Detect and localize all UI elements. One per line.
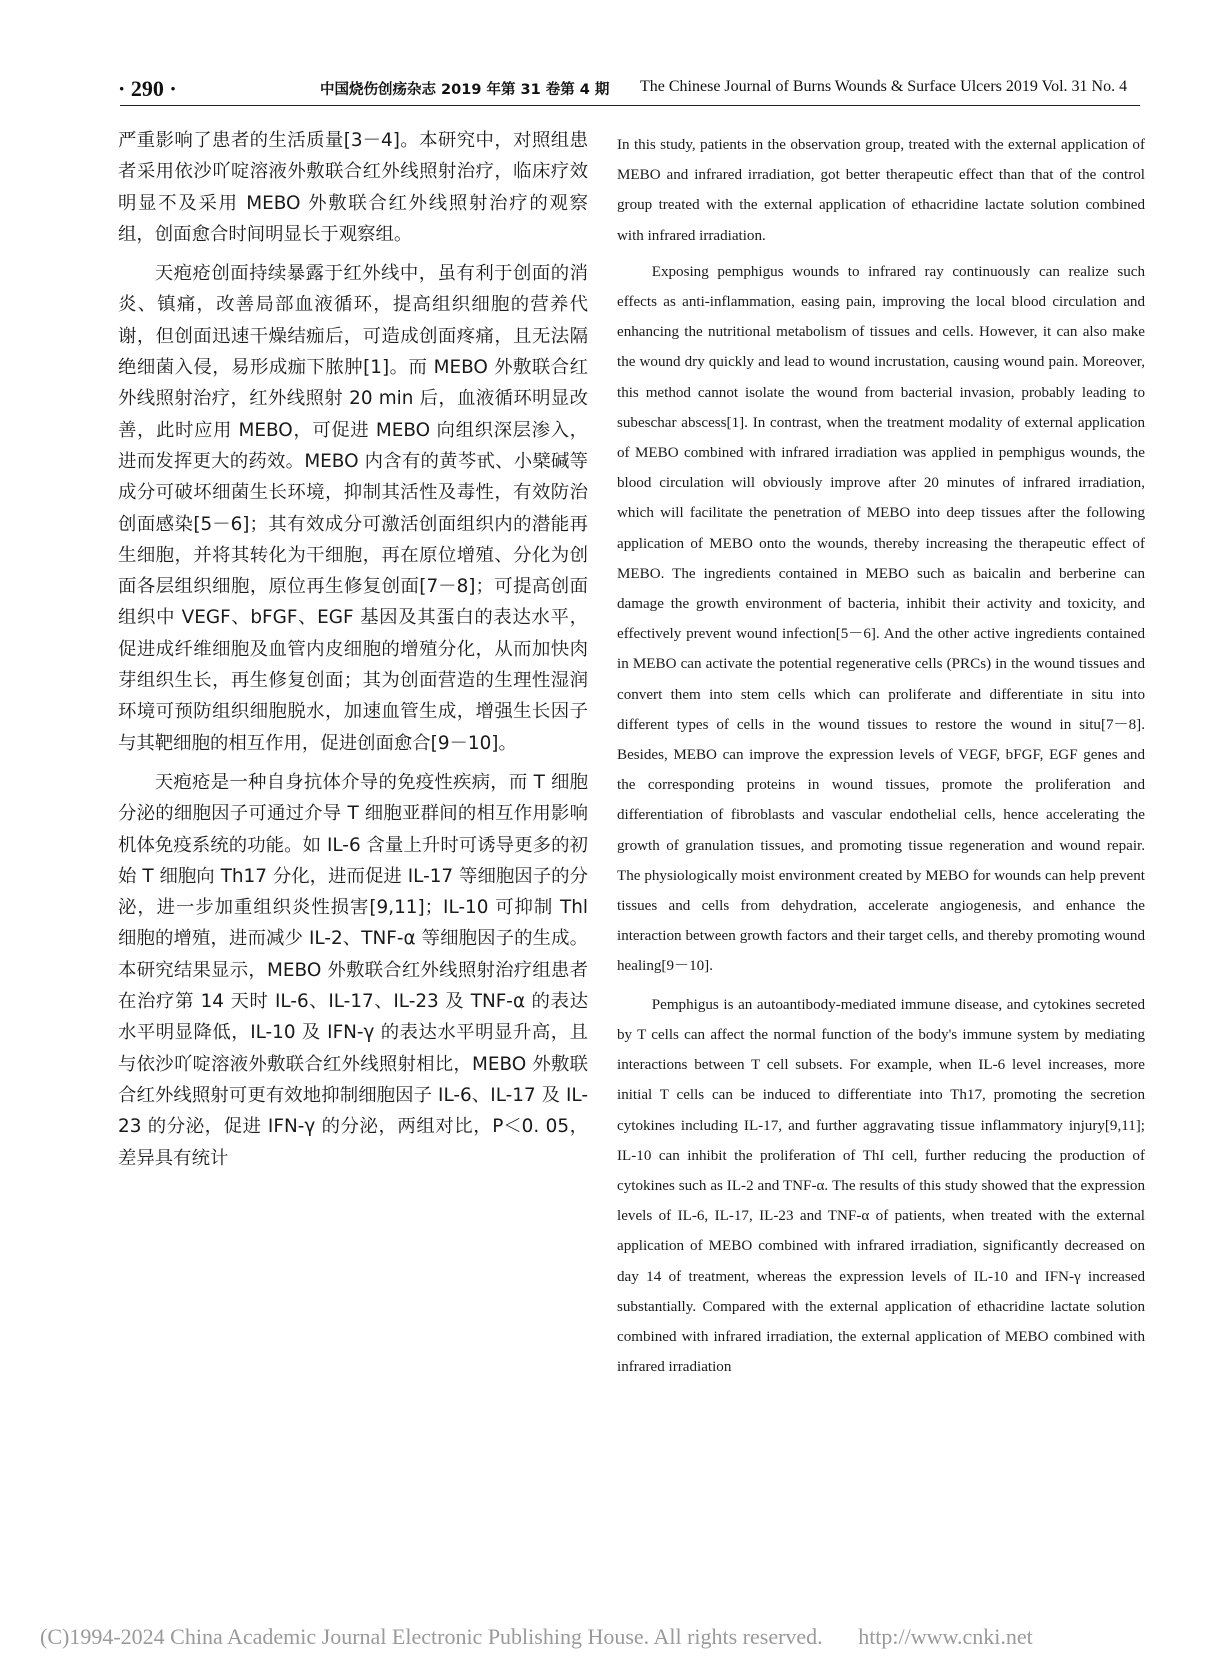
english-column	[617, 130, 1145, 1390]
header-rule	[120, 105, 1140, 106]
copyright-notice: (C)1994-2024 China Academic Journal Electronic Publishing House. All rights reserved.	[40, 1624, 823, 1649]
journal-title-english: The Chinese Journal of Burns Wounds & Surface Ulcers 2019 Vol. 31 No. 4	[640, 78, 1128, 95]
english-paragraph-3: Pemphigus is an autoantibody-mediated immune disease, and cytokines secreted by T cells can affect the normal function of the body's immune system by mediating interactions between T cell subsets. For example, when IL-6 level increases, more initial T cells can be induced to differentiate into Th17, promoting the secretion cytokines including IL-17, and further aggravating tissue inflammatory injury[9,11]; IL-10 can inhibit the proliferation of ThI cell, further reducing the production of cytokines such as IL-2 and TNF-α. The results of this study showed that the expression levels of IL-6, IL-17, IL-23 and TNF-α of patients, when treated with the external application of MEBO combined with infrared irradiation, significantly decreased on day 14 of treatment, whereas the expression levels of IL-10 and IFN-γ increased substantially. Compared with the external application of ethacridine lactate solution combined with infrared irradiation, the external application of MEBO combined with infrared irradiation	[617, 996, 1145, 1376]
page-number: · 290 ·	[118, 76, 177, 101]
chinese-paragraph-3: 天疱疮是一种自身抗体介导的免疫性疾病，而 T 细胞分泌的细胞因子可通过介导 T 细胞亚群间的相互作用影响机体免疫系统的功能。如 IL-6 含量上升时可诱导更多的初始 T 细胞向 Th17 分化，进而促进 IL-17 等细胞因子的分泌，进一步加重组织炎性损害[9,11]；IL-10 可抑制 Thl 细胞的增殖，进而减少 IL-2、TNF-α 等细胞因子的生成。本研究结果显示，MEBO 外敷联合红外线照射治疗组患者在治疗第 14 天时 IL-6、IL-17、IL-23 及 TNF-α 的表达水平明显降低，IL-10 及 IFN-γ 的表达水平明显升高，且与依沙吖啶溶液外敷联合红外线照射相比，MEBO 外敷联合红外线照射可更有效地抑制细胞因子 IL-6、IL-17 及 IL-23 的分泌，促进 IFN-γ 的分泌，两组对比，P＜0. 05，差异具有统计	[118, 771, 588, 1169]
chinese-column	[118, 125, 588, 1182]
chinese-paragraph-2: 天疱疮创面持续暴露于红外线中，虽有利于创面的消炎、镇痛，改善局部血液循环，提高组织细胞的营养代谢，但创面迅速干燥结痂后，可造成创面疼痛，且无法隔绝细菌入侵，易形成痂下脓肿[1]。而 MEBO 外敷联合红外线照射治疗，红外线照射 20 min 后，血液循环明显改善，此时应用 MEBO，可促进 MEBO 向组织深层渗入，进而发挥更大的药效。MEBO 内含有的黄芩甙、小檗碱等成分可破坏细菌生长环境，抑制其活性及毒性，有效防治创面感染[5－6]；其有效成分可激活创面组织内的潜能再生细胞，并将其转化为干细胞，再在原位增殖、分化为创面各层组织细胞，原位再生修复创面[7－8]；可提高创面组织中 VEGF、bFGF、EGF 基因及其蛋白的表达水平，促进成纤维细胞及血管内皮细胞的增殖分化，从而加快肉芽组织生长，再生修复创面；其为创面营造的生理性湿润环境可预防组织细胞脱水，加速血管生成，增强生长因子与其靶细胞的相互作用，促进创面愈合[9－10]。	[118, 263, 588, 754]
copyright-footer	[40, 1624, 1033, 1650]
english-paragraph-1: In this study, patients in the observation group, treated with the external application of MEBO and infrared irradiation, got better therapeutic effect than that of the control group treated with the external application of ethacridine lactate solution combined with infrared irradiation.	[617, 137, 1145, 244]
page-header	[0, 0, 1225, 110]
website-url: http://www.cnki.net	[858, 1624, 1033, 1649]
english-paragraph-2: Exposing pemphigus wounds to infrared ray continuously can realize such effects as anti-inflammation, easing pain, improving the local blood circulation and enhancing the nutritional metabolism of tissues and cells. However, it can also make the wound dry quickly and lead to wound incrustation, causing wound pain. Moreover, this method cannot isolate the wound from bacterial invasion, probably leading to subeschar abscess[1]. In contrast, when the treatment modality of external application of MEBO combined with infrared irradiation was applied in pemphigus wounds, the blood circulation will obviously improve after 20 minutes of infrared irradiation, which will facilitate the penetration of MEBO into deep tissues after the following application of MEBO onto the wounds, thereby increasing the therapeutic effect of MEBO. The ingredients contained in MEBO such as baicalin and berberine can damage the growth environment of bacteria, inhibit their activity and toxicity, and effectively prevent wound infection[5－6]. And the other active ingredients contained in MEBO can activate the potential regenerative cells (PRCs) in the wound tissues and convert them into stem cells which can proliferate and differentiate in situ into different types of cells in the wound tissues to restore the wound in situ[7－8]. Besides, MEBO can improve the expression levels of VEGF, bFGF, EGF genes and the corresponding proteins in wound tissues, promote the proliferation and differentiation of fibroblasts and vascular endothelial cells, hence accelerating the growth of granulation tissues, and promoting tissue regeneration and wound repair. The physiologically moist environment created by MEBO for wounds can help prevent tissues and cells from dehydration, accelerate angiogenesis, and enhance the interaction between growth factors and their target cells, and thereby promoting wound healing[9－10].	[617, 263, 1145, 975]
chinese-paragraph-1: 严重影响了患者的生活质量[3－4]。本研究中，对照组患者采用依沙吖啶溶液外敷联合红外线照射治疗，临床疗效明显不及采用 MEBO 外敷联合红外线照射治疗的观察组，创面愈合时间明显长于观察组。	[118, 130, 588, 245]
journal-title-chinese: 中国烧伤创疡杂志 2019 年第 31 卷第 4 期	[320, 82, 610, 98]
